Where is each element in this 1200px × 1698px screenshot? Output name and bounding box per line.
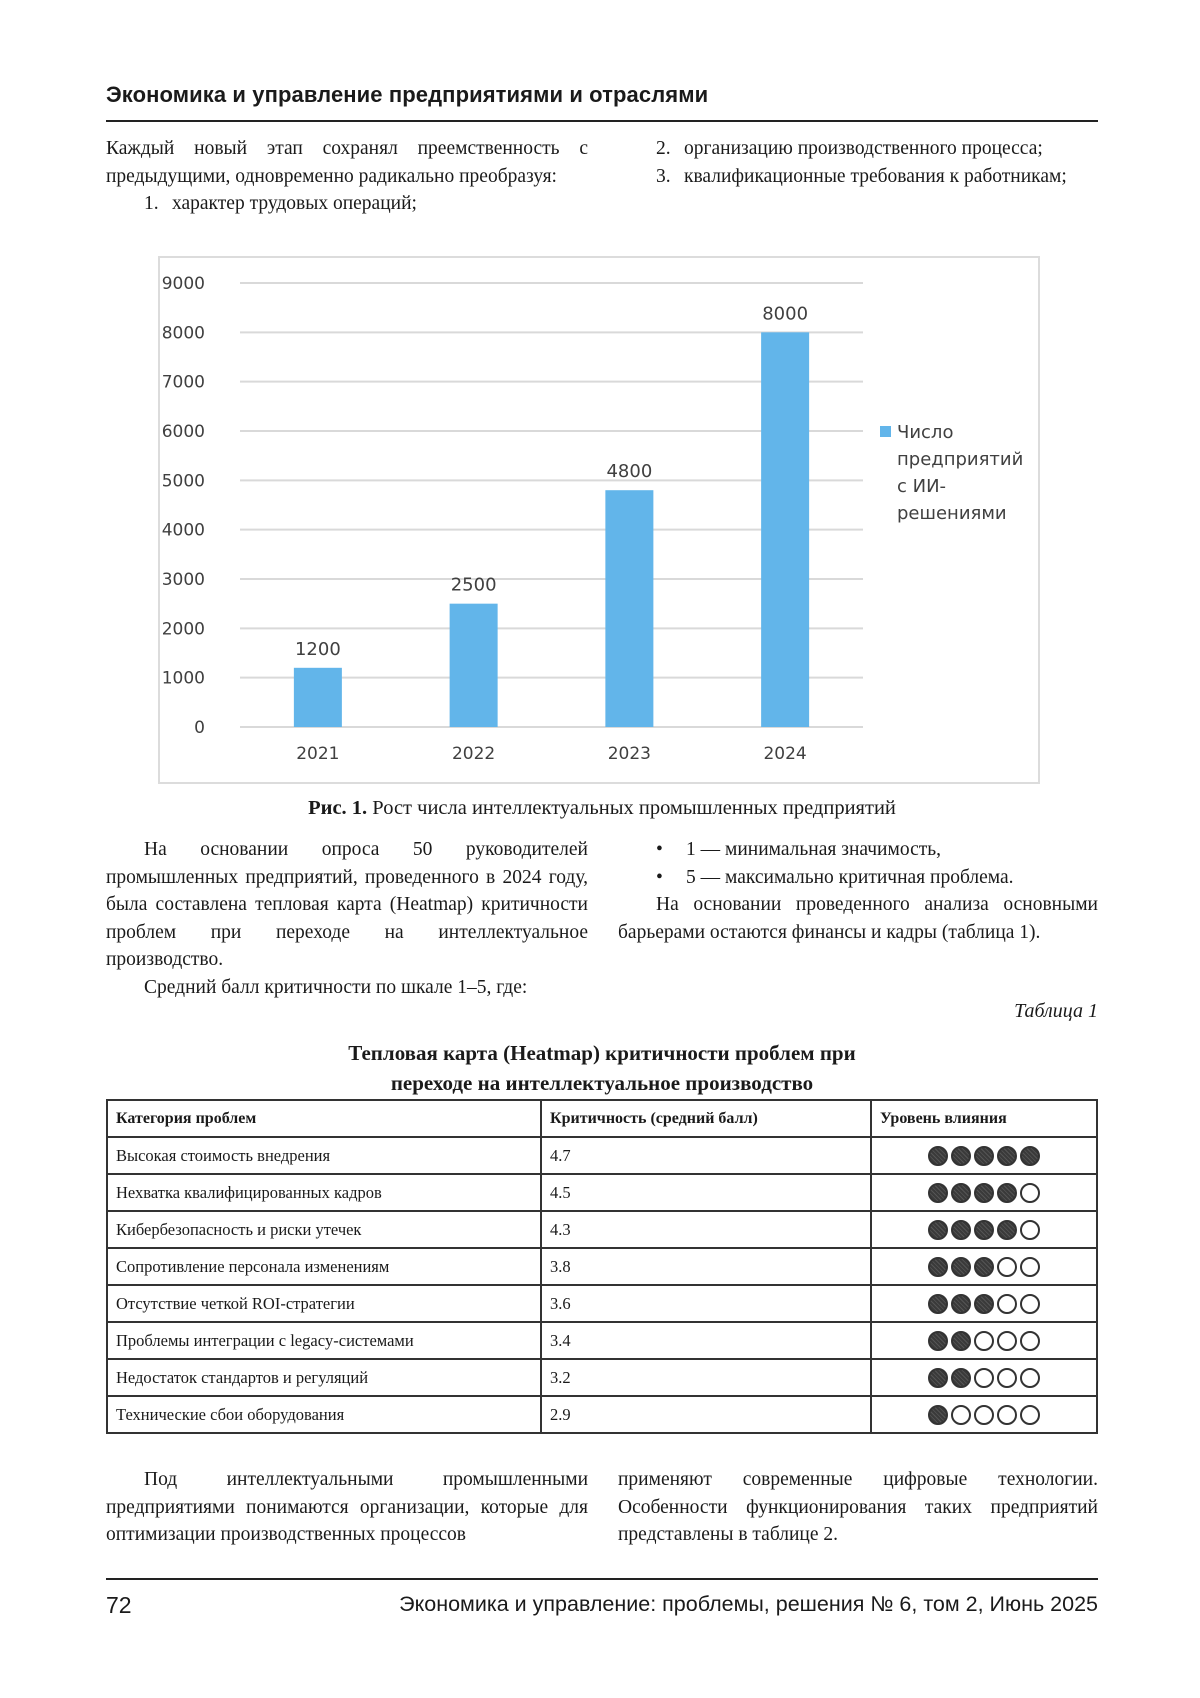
list-number: 3. [656, 165, 671, 187]
impact-rating [928, 1405, 1040, 1425]
filled-circle-icon [974, 1294, 994, 1314]
y-tick-label: 1000 [161, 668, 205, 689]
legend-label: с ИИ- [897, 476, 947, 497]
list-number: 2. [656, 138, 671, 159]
category-cell: Технические сбои оборудования [107, 1396, 541, 1433]
category-cell: Отсутствие четкой ROI-стратегии [107, 1285, 541, 1322]
list-text: квалификационные требования к работникам; [684, 165, 1067, 187]
paragraph: Средний балл критичности по шкале 1–5, где: [144, 976, 528, 998]
table-title [106, 1038, 1098, 1098]
empty-circle-icon [974, 1331, 994, 1351]
column-top-right [618, 135, 1098, 190]
impact-rating [928, 1331, 1040, 1351]
column-top-left [106, 135, 588, 218]
list-text: организацию производственного процесса; [684, 138, 1043, 159]
bullet-text: 5 — максимально критичная проблема. [686, 866, 1014, 888]
filled-circle-icon [928, 1146, 948, 1166]
impact-level-cell [871, 1322, 1097, 1359]
bullet-icon: • [656, 866, 663, 888]
filled-circle-icon [997, 1220, 1017, 1240]
score-cell: 3.8 [541, 1248, 871, 1285]
empty-circle-icon [974, 1405, 994, 1425]
impact-level-cell [871, 1137, 1097, 1174]
filled-circle-icon [928, 1405, 948, 1425]
x-tick-label: 2022 [451, 744, 496, 764]
paragraph: применяют современные цифровые технологии. Особенности функционирования таких предприятий представлены в таблице 2. [618, 1469, 1098, 1545]
figure-caption-text: Рост числа интеллектуальных промышленных предприятий [367, 797, 896, 819]
header-rule [106, 120, 1098, 122]
y-tick-label: 3000 [161, 570, 205, 590]
impact-rating [928, 1220, 1040, 1240]
bullet-icon: • [656, 839, 663, 860]
page-number: 72 [106, 1592, 132, 1618]
y-tick-label: 7000 [161, 372, 205, 393]
y-tick-label: 2000 [161, 619, 205, 640]
filled-circle-icon [951, 1183, 971, 1203]
x-tick-label: 2024 [763, 744, 807, 764]
table-row [107, 1359, 1097, 1396]
table-title-line: Тепловая карта (Heatmap) критичности проблем при [348, 1041, 856, 1065]
bullet-item [618, 836, 1098, 864]
filled-circle-icon [951, 1331, 971, 1351]
empty-circle-icon [1020, 1183, 1040, 1203]
filled-circle-icon [951, 1220, 971, 1240]
empty-circle-icon [1020, 1405, 1040, 1425]
table-row [107, 1137, 1097, 1174]
impact-level-cell [871, 1359, 1097, 1396]
filled-circle-icon [951, 1294, 971, 1314]
column-bottom-left [106, 1466, 588, 1549]
filled-circle-icon [974, 1183, 994, 1203]
filled-circle-icon [997, 1183, 1017, 1203]
y-tick-label: 6000 [161, 422, 205, 442]
column-header-score: Критичность (средний балл) [541, 1100, 871, 1137]
column-mid-right [618, 836, 1098, 946]
impact-rating [928, 1294, 1040, 1314]
impact-level-cell [871, 1211, 1097, 1248]
filled-circle-icon [928, 1331, 948, 1351]
table-title-line: переходе на интеллектуальное производство [390, 1071, 814, 1095]
filled-circle-icon [1020, 1146, 1040, 1166]
empty-circle-icon [997, 1257, 1017, 1277]
column-mid-left [106, 836, 588, 1001]
score-cell: 3.2 [541, 1359, 871, 1396]
filled-circle-icon [974, 1220, 994, 1240]
y-tick-label: 8000 [161, 323, 205, 344]
score-cell: 3.4 [541, 1322, 871, 1359]
legend-swatch-icon [880, 426, 891, 437]
bar-chart [158, 256, 1040, 784]
legend-label: Число [897, 422, 954, 443]
impact-level-cell [871, 1248, 1097, 1285]
score-cell: 4.5 [541, 1174, 871, 1211]
score-cell: 4.3 [541, 1211, 871, 1248]
empty-circle-icon [1020, 1368, 1040, 1388]
impact-rating [928, 1146, 1040, 1166]
heatmap-table [106, 1099, 1098, 1434]
column-bottom-right [618, 1466, 1098, 1549]
empty-circle-icon [997, 1294, 1017, 1314]
filled-circle-icon [951, 1146, 971, 1166]
empty-circle-icon [1020, 1257, 1040, 1277]
bar [450, 604, 498, 727]
bar [761, 332, 809, 727]
category-cell: Кибербезопасность и риски утечек [107, 1211, 541, 1248]
impact-rating [928, 1368, 1040, 1388]
score-cell: 3.6 [541, 1285, 871, 1322]
impact-level-cell [871, 1285, 1097, 1322]
paragraph: Каждый новый этап сохранял преемственность с предыдущими, одновременно радикально преобразуя: [106, 138, 588, 187]
y-tick-label: 9000 [161, 274, 205, 294]
category-cell: Проблемы интеграции с legacy-системами [107, 1322, 541, 1359]
column-header-category: Категория проблем [107, 1100, 541, 1137]
list-text: характер трудовых операций; [172, 193, 417, 214]
list-item [106, 190, 588, 218]
filled-circle-icon [974, 1257, 994, 1277]
journal-info: Экономика и управление: проблемы, решения № 6, том 2, Июнь 2025 [399, 1592, 1098, 1616]
list-number: 1. [144, 193, 159, 214]
figure-label: Рис. 1. [308, 797, 368, 819]
impact-level-cell [871, 1396, 1097, 1433]
paragraph: Под интеллектуальными промышленными предприятиями понимаются организации, которые для оптимизации производственных процессов [106, 1469, 588, 1545]
empty-circle-icon [997, 1331, 1017, 1351]
table-row [107, 1248, 1097, 1285]
data-label: 1200 [294, 638, 341, 660]
x-tick-label: 2021 [296, 744, 340, 764]
bar [605, 490, 653, 727]
legend-label: предприятий [897, 449, 1024, 470]
y-tick-label: 0 [194, 718, 205, 738]
data-label: 8000 [762, 303, 809, 325]
filled-circle-icon [974, 1146, 994, 1166]
bullet-text: 1 — минимальная значимость, [686, 839, 942, 860]
y-tick-label: 4000 [161, 520, 205, 541]
paragraph: На основании проведенного анализа основными барьерами остаются финансы и кадры (таблица 1). [618, 894, 1098, 943]
filled-circle-icon [928, 1220, 948, 1240]
list-item [618, 135, 1098, 163]
bullet-item [618, 864, 1098, 892]
score-cell: 4.7 [541, 1137, 871, 1174]
category-cell: Нехватка квалифицированных кадров [107, 1174, 541, 1211]
filled-circle-icon [928, 1294, 948, 1314]
table-row [107, 1174, 1097, 1211]
filled-circle-icon [928, 1183, 948, 1203]
footer-rule [106, 1578, 1098, 1580]
category-cell: Высокая стоимость внедрения [107, 1137, 541, 1174]
x-tick-label: 2023 [607, 744, 652, 764]
category-cell: Недостаток стандартов и регуляций [107, 1359, 541, 1396]
filled-circle-icon [997, 1146, 1017, 1166]
running-header: Экономика и управление предприятиями и отраслями [106, 82, 709, 107]
filled-circle-icon [951, 1257, 971, 1277]
table-row [107, 1285, 1097, 1322]
list-item [618, 163, 1098, 191]
table-header-row [107, 1100, 1097, 1137]
empty-circle-icon [997, 1405, 1017, 1425]
table-label: Таблица 1 [1014, 1000, 1098, 1022]
data-label: 2500 [450, 574, 497, 596]
data-label: 4800 [606, 461, 653, 483]
column-header-level: Уровень влияния [871, 1100, 1097, 1137]
bar [294, 668, 342, 727]
impact-rating [928, 1183, 1040, 1203]
filled-circle-icon [928, 1368, 948, 1388]
filled-circle-icon [928, 1257, 948, 1277]
table-row [107, 1211, 1097, 1248]
score-cell: 2.9 [541, 1396, 871, 1433]
empty-circle-icon [997, 1368, 1017, 1388]
legend-label: решениями [897, 503, 1007, 524]
empty-circle-icon [1020, 1294, 1040, 1314]
impact-level-cell [871, 1174, 1097, 1211]
figure-caption [106, 797, 1098, 820]
empty-circle-icon [1020, 1331, 1040, 1351]
empty-circle-icon [1020, 1220, 1040, 1240]
y-tick-label: 5000 [161, 471, 205, 492]
category-cell: Сопротивление персонала изменениям [107, 1248, 541, 1285]
empty-circle-icon [951, 1405, 971, 1425]
table-row [107, 1322, 1097, 1359]
filled-circle-icon [951, 1368, 971, 1388]
empty-circle-icon [974, 1368, 994, 1388]
paragraph: На основании опроса 50 руководителей промышленных предприятий, проведенного в 2024 году, была составлена тепловая карта (Heatmap) критичности проблем при переходе на интеллектуальное производство. [106, 839, 588, 970]
impact-rating [928, 1257, 1040, 1277]
table-row [107, 1396, 1097, 1433]
